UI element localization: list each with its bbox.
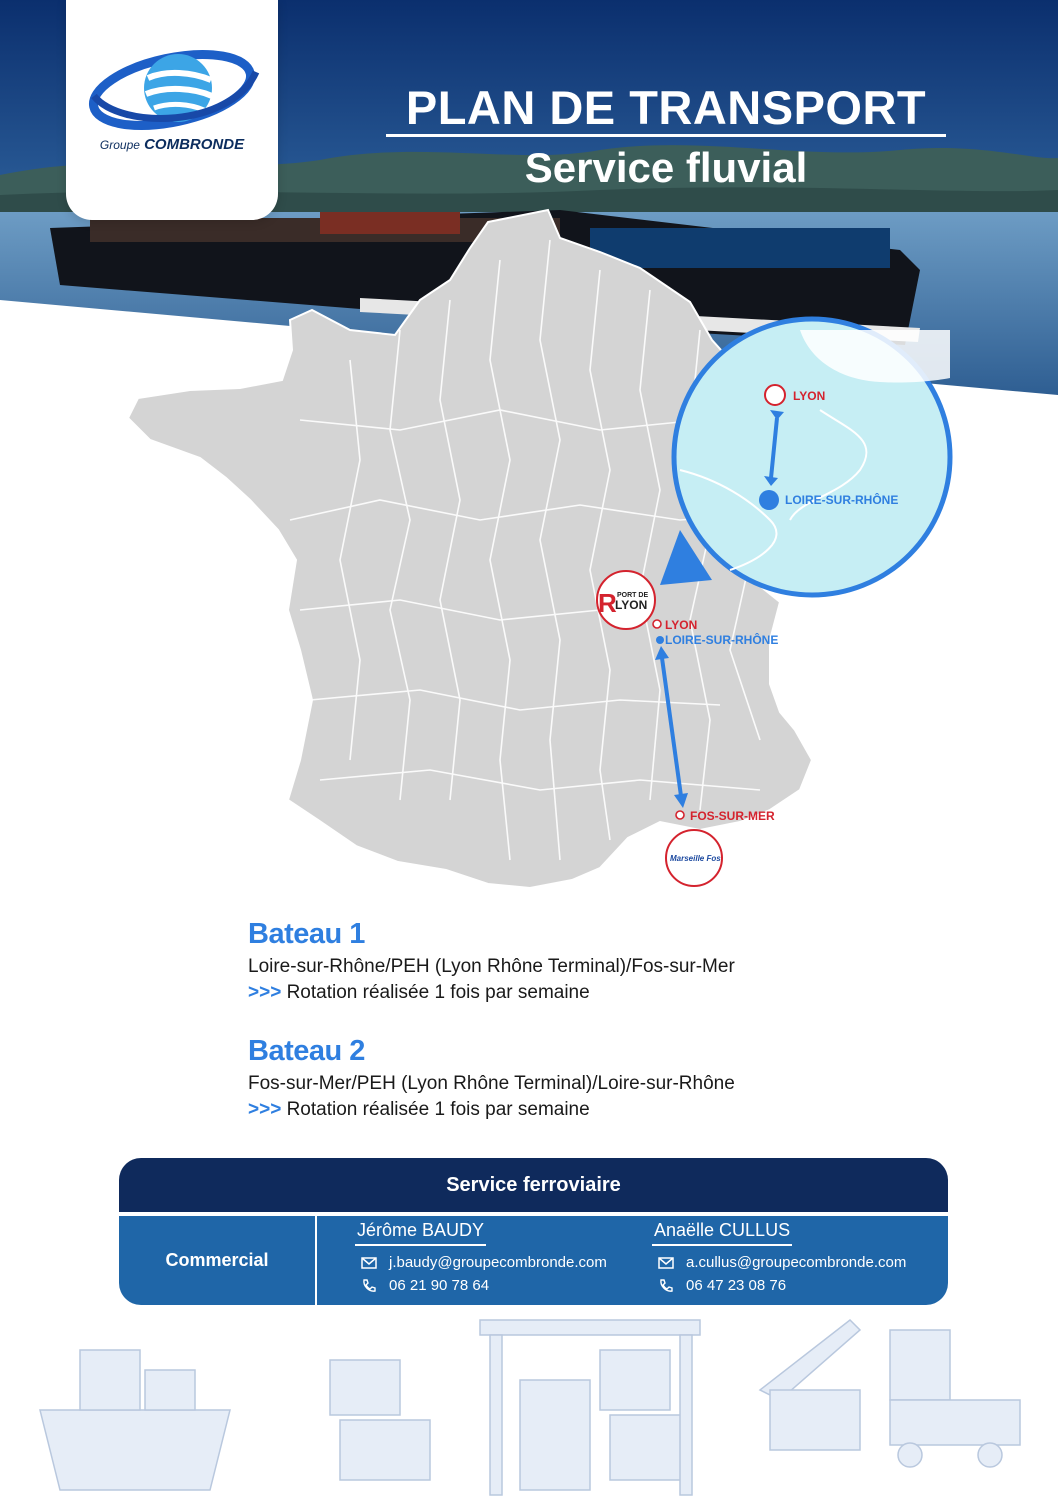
contact-name: Jérôme BAUDY <box>355 1220 486 1246</box>
lyon-marker <box>653 620 661 628</box>
contact-panel-body <box>119 1216 948 1305</box>
route-2-frequency-line <box>248 1099 590 1121</box>
inset-label-loire: LOIRE-SUR-RHÔNE <box>785 493 899 507</box>
brand-name: Groupe COMBRONDE <box>99 136 245 153</box>
contact-email-row[interactable] <box>355 1254 607 1271</box>
envelope-icon <box>361 1256 377 1270</box>
envelope-icon <box>658 1256 674 1270</box>
contact-phone[interactable]: 06 21 90 78 64 <box>389 1277 490 1294</box>
inset-lyon-marker <box>765 385 785 405</box>
phone-icon <box>658 1279 674 1293</box>
route-2-arrows: >>> <box>248 1099 282 1120</box>
map-label-loire: LOIRE-SUR-RHÔNE <box>665 633 779 647</box>
map-label-fos: FOS-SUR-MER <box>690 809 775 823</box>
fos-marker <box>676 811 684 819</box>
marseille-fos-text: Marseille Fos <box>670 854 721 863</box>
page-subtitle: Service fluvial <box>524 144 808 191</box>
contact-email-row[interactable] <box>652 1254 906 1271</box>
route-2-title: Bateau 2 <box>248 1035 365 1067</box>
route-1-arrows: >>> <box>248 982 282 1003</box>
contact-phone[interactable]: 06 47 23 08 76 <box>686 1277 787 1294</box>
phone-icon <box>361 1279 377 1293</box>
route-2-path: Fos-sur-Mer/PEH (Lyon Rhône Terminal)/Loire-sur-Rhône <box>248 1073 735 1094</box>
route-1-path: Loire-sur-Rhône/PEH (Lyon Rhône Terminal)/Fos-sur-Mer <box>248 956 735 977</box>
map-label-lyon: LYON <box>665 618 698 632</box>
route-2-frequency: Rotation réalisée 1 fois par semaine <box>286 1099 590 1120</box>
contact-phone-row[interactable] <box>652 1277 906 1294</box>
route-1-title: Bateau 1 <box>248 918 365 950</box>
contact-email[interactable]: j.baudy@groupecombronde.com <box>389 1254 607 1271</box>
contact-phone-row[interactable] <box>355 1277 607 1294</box>
port-illustration <box>0 1280 1058 1497</box>
contact-card <box>355 1220 607 1294</box>
inset-loire-marker <box>759 490 779 510</box>
contact-panel-header <box>119 1158 948 1212</box>
page-title: PLAN DE TRANSPORT <box>405 81 927 134</box>
port-lyon-line2: LYON <box>615 598 648 612</box>
department-label: Commercial <box>165 1250 269 1270</box>
port-lyon-line1: PORT DE <box>617 592 649 599</box>
inset-label-lyon: LYON <box>793 389 826 403</box>
port-lyon-initial: R <box>598 588 617 618</box>
route-1-frequency-line <box>248 982 590 1004</box>
route-1-frequency: Rotation réalisée 1 fois par semaine <box>286 982 590 1003</box>
loire-marker <box>656 636 664 644</box>
panel-divider <box>315 1216 317 1305</box>
contact-card <box>652 1220 906 1294</box>
contact-name: Anaëlle CULLUS <box>652 1220 792 1246</box>
contact-panel-title: Service ferroviaire <box>446 1174 621 1196</box>
contact-email[interactable]: a.cullus@groupecombronde.com <box>686 1254 907 1271</box>
